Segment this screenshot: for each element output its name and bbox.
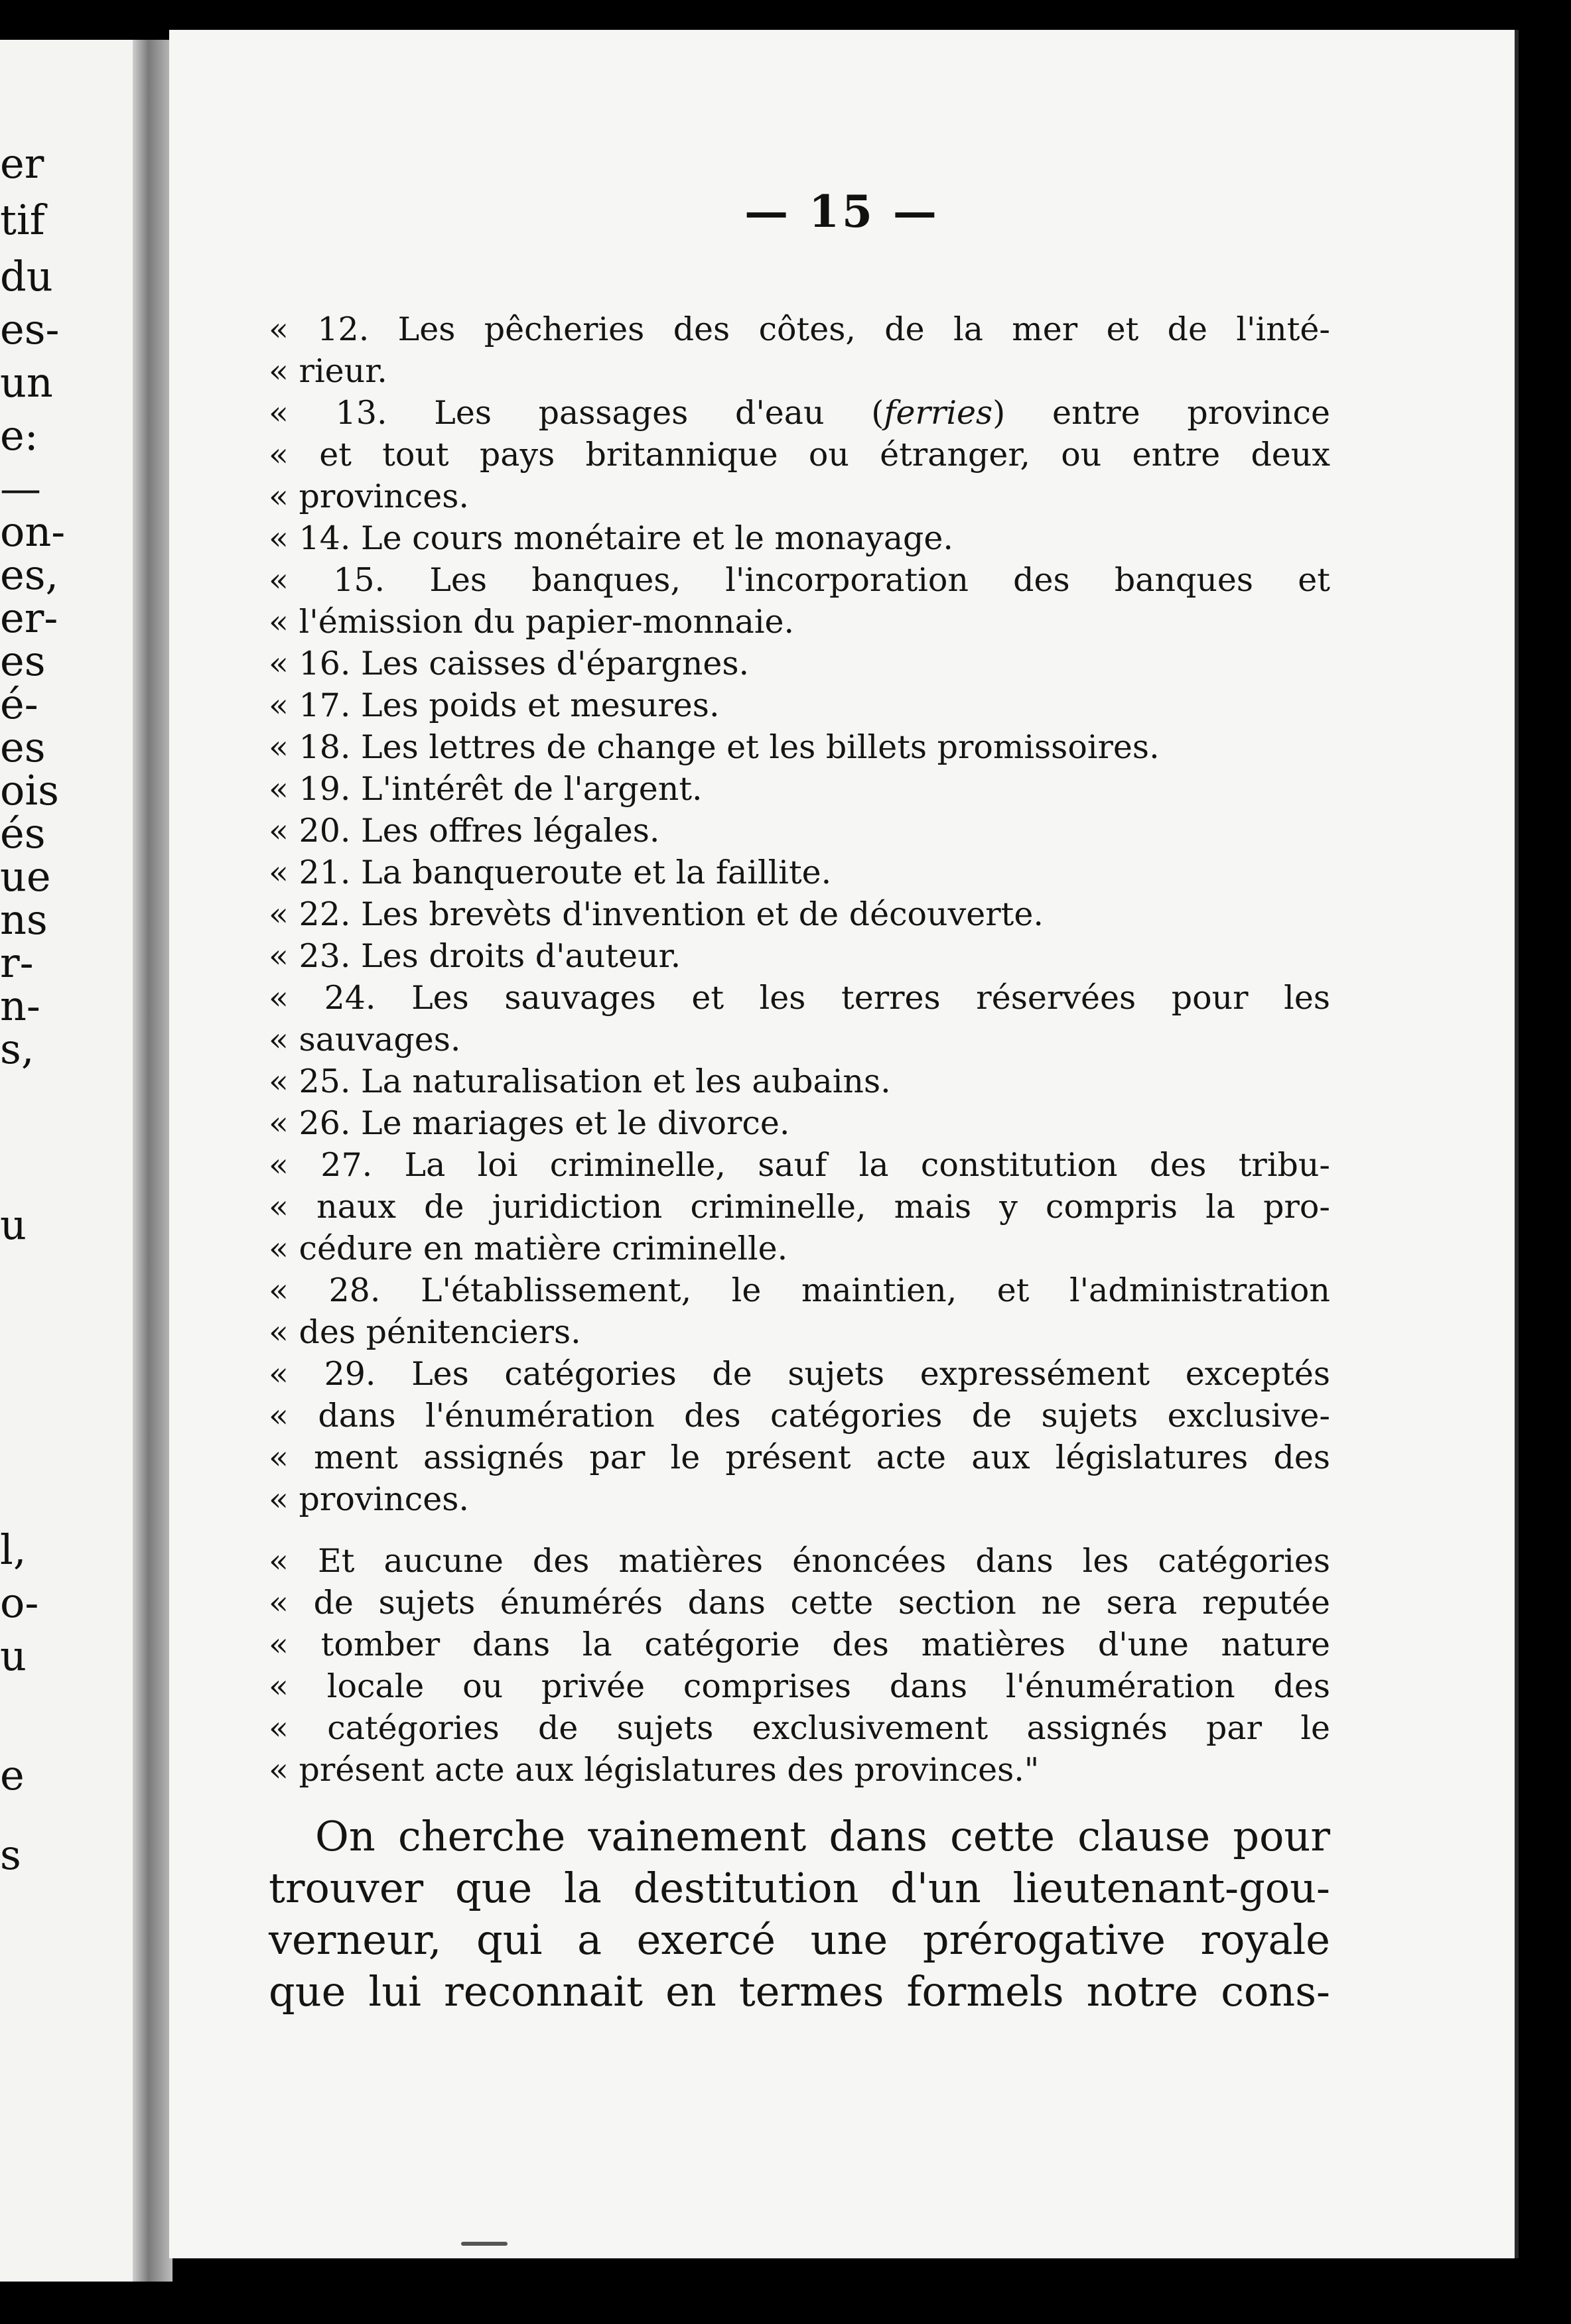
list-item xyxy=(269,643,1330,684)
text-line: « provinces. xyxy=(269,1480,469,1518)
text-line: que lui reconnait en termes formels notre cons- xyxy=(269,1967,1330,2016)
left-page-fragment: u xyxy=(0,1200,27,1249)
left-page-fragment: on- xyxy=(0,507,66,556)
left-page-fragment: s, xyxy=(0,1025,34,1073)
text-line: « 15. Les banques, l'incorporation des banques et xyxy=(269,561,1330,599)
text-line: « l'émission du papier-monnaie. xyxy=(269,603,795,641)
text-line: trouver que la destitution d'un lieutenant-gou- xyxy=(269,1864,1330,1912)
text-line: « 13. Les passages d'eau (ferries) entre province xyxy=(269,394,1330,432)
text-line: verneur, qui a exercé une prérogative royale xyxy=(269,1915,1330,1964)
text-line: On cherche vainement dans cette clause pour xyxy=(315,1812,1330,1860)
text-line: « 28. L'établissement, le maintien, et l'administration xyxy=(269,1271,1330,1309)
text-line: « et tout pays britannique ou étranger, ou entre deux xyxy=(269,436,1330,474)
closing-quote xyxy=(269,1540,1330,1791)
left-page-fragment: e xyxy=(0,1751,25,1799)
book-gutter xyxy=(133,40,172,2282)
list-item xyxy=(269,684,1330,726)
text-line: « locale ou privée comprises dans l'énumération des xyxy=(269,1667,1330,1705)
text-line: « 12. Les pêcheries des côtes, de la mer et de l'inté- xyxy=(269,310,1330,348)
left-page-fragment: du xyxy=(0,252,53,300)
left-page-fragment: er- xyxy=(0,594,58,642)
list-item xyxy=(269,935,1330,977)
text-line: « des pénitenciers. xyxy=(269,1313,581,1351)
enumerated-list xyxy=(269,308,1330,1520)
list-item xyxy=(269,308,1330,392)
text-line: « rieur. xyxy=(269,352,387,390)
text-line: « 23. Les droits d'auteur. xyxy=(269,937,681,975)
left-page-fragment: l, xyxy=(0,1525,27,1574)
left-page-fragment: — xyxy=(0,464,41,513)
left-page-fragment: és xyxy=(0,809,46,858)
left-page-fragment: é- xyxy=(0,680,38,728)
list-item xyxy=(269,977,1330,1061)
text-line: « 19. L'intérêt de l'argent. xyxy=(269,770,703,808)
left-page-fragment: ns xyxy=(0,895,48,944)
text-line: « catégories de sujets exclusivement assignés par le xyxy=(269,1709,1330,1747)
left-page-fragment: es xyxy=(0,723,46,771)
text-line: « 18. Les lettres de change et les billets promissoires. xyxy=(269,728,1160,766)
left-page-fragment: ois xyxy=(0,766,59,814)
left-page-fragment: u xyxy=(0,1632,27,1680)
left-page-fragment: er xyxy=(0,139,44,188)
text-line: « 25. La naturalisation et les aubains. xyxy=(269,1063,891,1100)
text-line: « 22. Les brevèts d'invention et de découverte. xyxy=(269,895,1044,933)
text-line: « 26. Le mariages et le divorce. xyxy=(269,1104,790,1142)
text-line: « 20. Les offres légales. xyxy=(269,812,660,850)
text-line: « cédure en matière criminelle. xyxy=(269,1230,788,1267)
text-line: « 14. Le cours monétaire et le monayage. xyxy=(269,519,953,557)
list-item xyxy=(269,1144,1330,1269)
page-body xyxy=(269,308,1330,2018)
list-item xyxy=(269,517,1330,559)
list-item xyxy=(269,768,1330,810)
text-line: « tomber dans la catégorie des matières d'une nature xyxy=(269,1626,1330,1663)
list-item xyxy=(269,559,1330,643)
text-line: « 21. La banqueroute et la faillite. xyxy=(269,854,832,891)
text-line: « dans l'énumération des catégories de sujets exclusive- xyxy=(269,1397,1330,1435)
list-item xyxy=(269,1061,1330,1102)
text-line: « 27. La loi criminelle, sauf la constitution des tribu- xyxy=(269,1146,1330,1184)
book-page xyxy=(169,30,1519,2258)
left-page-fragment: es, xyxy=(0,550,59,599)
text-line: « 17. Les poids et mesures. xyxy=(269,686,720,724)
left-page-fragment: es- xyxy=(0,305,60,354)
list-item xyxy=(269,726,1330,768)
left-page-fragment: un xyxy=(0,358,53,407)
text-line: « de sujets énumérés dans cette section ne sera reputée xyxy=(269,1584,1330,1622)
left-page-fragment: o- xyxy=(0,1579,39,1627)
text-line: « 16. Les caisses d'épargnes. xyxy=(269,645,750,682)
list-item xyxy=(269,1102,1330,1144)
left-page-fragment: s xyxy=(0,1831,21,1879)
left-page-fragment: r- xyxy=(0,938,34,987)
left-page-fragment: ue xyxy=(0,852,51,901)
left-page-fragment: n- xyxy=(0,982,40,1030)
text-line: « présent acte aux législatures des provinces." xyxy=(269,1751,1040,1789)
list-item xyxy=(269,392,1330,517)
text-line: « naux de juridiction criminelle, mais y compris la pro- xyxy=(269,1188,1330,1226)
list-item xyxy=(269,1353,1330,1520)
left-page-fragment: es xyxy=(0,637,46,685)
text-line: « 29. Les catégories de sujets expressément exceptés xyxy=(269,1355,1330,1393)
ink-speck xyxy=(461,2242,508,2246)
text-line: « Et aucune des matières énoncées dans les catégories xyxy=(269,1542,1330,1580)
list-item xyxy=(269,852,1330,893)
text-line: « provinces. xyxy=(269,478,469,515)
text-line: « sauvages. xyxy=(269,1021,461,1059)
text-line: « ment assignés par le présent acte aux législatures des xyxy=(269,1439,1330,1476)
list-item xyxy=(269,1269,1330,1353)
list-item xyxy=(269,893,1330,935)
italic-word: ferries xyxy=(884,394,993,432)
text-line: « 24. Les sauvages et les terres réservées pour les xyxy=(269,979,1330,1017)
commentary-paragraph xyxy=(269,1811,1330,2018)
list-item xyxy=(269,810,1330,852)
left-page-fragment: e: xyxy=(0,411,38,460)
page-number: — 15 — xyxy=(744,186,939,237)
left-page-fragment: tif xyxy=(0,196,45,244)
